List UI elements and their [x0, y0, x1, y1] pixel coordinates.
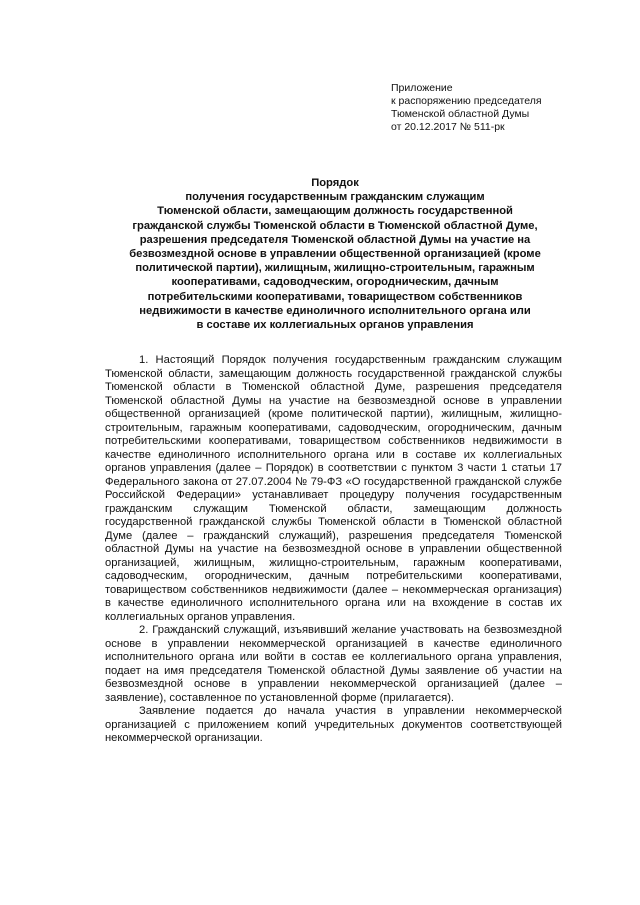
title-line: кооперативами, садоводческим, огородническим, дачным	[171, 276, 499, 289]
title-line: получения государственным гражданским служащим	[185, 191, 485, 204]
title-line: недвижимости в качестве единоличного исполнительного органа или	[139, 304, 531, 317]
title-line: политической партии), жилищным, жилищно-строительным, гаражным	[135, 262, 535, 275]
title-line: безвозмездной основе в управлении общественной организацией (кроме	[129, 248, 541, 261]
title-line: гражданской службы Тюменской области в Тюменской областной Думе,	[132, 219, 538, 232]
document-title	[100, 176, 570, 332]
appendix-note	[391, 82, 591, 134]
appendix-line: Приложение	[391, 82, 453, 94]
document-body	[105, 354, 562, 746]
title-line: разрешения председателя Тюменской областной Думы на участие на	[139, 233, 531, 246]
title-heading: Порядок	[311, 177, 359, 189]
title-line: Тюменской области, замещающим должность государственной	[157, 205, 513, 218]
body-paragraph-2: 2. Гражданский служащий, изъявивший желание участвовать на безвозмездной основе в управлении некоммерческой организацией в качестве единоличного исполнительного органа или войти в состав ее коллегиального органа управления, подает на имя председателя Тюменской областной Думы заявление об участии на безвозмездной основе в управлении некоммерческой организацией (далее – заявление), составленное по установленной форме (прилагается).	[105, 624, 562, 704]
appendix-line: от 20.12.2017 № 511-рк	[391, 121, 505, 133]
body-paragraph-1: 1. Настоящий Порядок получения государственным гражданским служащим Тюменской области, замещающим должность государственной гражданской службы Тюменской области в Тюменской областной Думе, разрешения председателя Тюменской областной Думы на участие на безвозмездной основе в управлении общественной организацией (кроме политической партии), жилищным, жилищно-строительным, гаражным кооперативами, садоводческим, огородническим, дачным потребительскими кооперативами, товариществом собственников недвижимости в качестве единоличного исполнительного органа или в составе их коллегиальных органов управления (далее – Порядок) в соответствии с пунктом 3 части 1 статьи 17 Федерального закона от 27.07.2004 № 79-ФЗ «О государственной гражданской службе Российской Федерации» устанавливает процедуру получения государственным гражданским служащим Тюменской области, замещающим должность государственной гражданской службы Тюменской области в Тюменской областной Думе (далее – гражданский служащий), разрешения председателя Тюменской областной Думы на участие на безвозмездной основе в управлении общественной организацией, жилищным, жилищно-строительным, гаражным кооперативами, садоводческим, огородническим, дачным потребительскими кооперативами, товариществом собственников недвижимости (далее – некоммерческая организация) в качестве единоличного исполнительного органа или на вхождение в состав их коллегиальных органов управления.	[105, 354, 562, 623]
appendix-line: Тюменской областной Думы	[391, 108, 530, 120]
body-paragraph-3: Заявление подается до начала участия в управлении некоммерческой организацией с приложением копий учредительных документов соответствующей некоммерческой организации.	[105, 705, 562, 744]
title-line: потребительскими кооперативами, товариществом собственников	[147, 290, 523, 303]
title-line: в составе их коллегиальных органов управления	[196, 319, 474, 332]
appendix-line: к распоряжению председателя	[391, 95, 542, 107]
